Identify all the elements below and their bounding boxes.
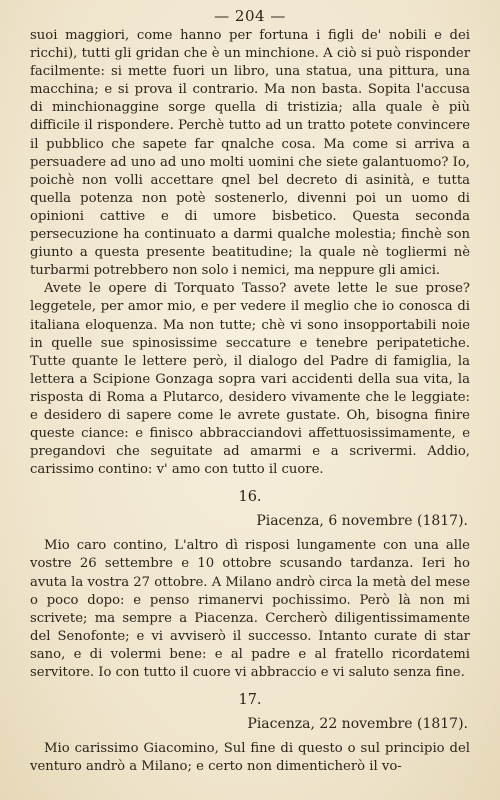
letter-date: Piacenza, 22 novembre (1817). <box>247 716 468 733</box>
paragraph-tasso: Avete le opere di Torquato Tasso? avete lette le sue prose? leggetele, per amor mio, e per vedere il meglio che io conosca di italiana eloquenza. Ma non tutte; chè vi sono insopportabili noie in quelle sue spinosissime seccature e tenebre peripatetiche. Tutte quante le lettere però, il dialogo del Padre di famiglia, la lettera a Scipione Gonzaga sopra vari accidenti della sua vita, la risposta di Roma a Plutarco, desidero vivamente che le leggiate: e desidero di sapere come le avrete gustate. Oh, bisogna finire queste ciance: e finisco abbracciandovi affettuosissimamente, e pregandovi che seguitate ad amarmi e a scrivermi. Addio, carissimo contino: v' amo con tutto il cuore. <box>30 281 470 478</box>
paragraph-letter-16: Mio caro contino, L'altro dì risposi lungamente con una alle vostre 26 settembre e 10 ottobre scusando tardanza. Ieri ho avuta la vostra 27 ottobre. A Milano andrò circa la metà del mese o poco dopo: e penso rimanervi pochissimo. Però là non mi scrivete; ma sempre a Piacenza. Cercherò diligentissimamente del Senofonte; e vi avviserò il successo. Intanto curate di star sano, e di volermi bene: e al padre e al fratello ricordatemi servitore. Io con tutto il cuore vi abbraccio e vi saluto senza fine. <box>30 538 470 680</box>
paragraph-letter-17: Mio carissimo Giacomino, Sul fine di questo o sul principio del venturo andrò a Milano; e certo non dimenticherò il vo- <box>30 741 470 775</box>
letter-date: Piacenza, 6 novembre (1817). <box>256 513 468 530</box>
paragraph-continuation: suoi maggiori, come hanno per fortuna i figli de' nobili e dei ricchi), tutti gli gridan che è un minchione. A ciò si può risponder facilmente: si mette fuori un libro, una statua, una pittura, una macchina; e si prova il contrario. Ma non basta. Sopita l'accusa di minchionaggine sorge quella di tristizia; alla quale è più difficile il rispondere. Perchè tutto ad un tratto potete convincere il pubblico che sapete far qnalche cosa. Ma come si arriva a persuadere ad uno ad uno molti uomini che siete galantuomo? Io, poichè non volli accettare qnel bel decreto di asinità, e tutta quella potenza non potè sostenerlo, divenni poi un uomo di opinioni cattive e di umore bisbetico. Questa seconda persecuzione ha continuato a darmi qualche molestia; finchè son giunto a questa presente beatitudine; la quale nè togliermi nè turbarmi potrebbero non solo i nemici, ma neppure gli amici. <box>30 28 470 279</box>
page-number: — 204 — <box>214 7 286 25</box>
letter-number: 17. <box>238 692 262 709</box>
letter-number: 16. <box>238 489 262 506</box>
